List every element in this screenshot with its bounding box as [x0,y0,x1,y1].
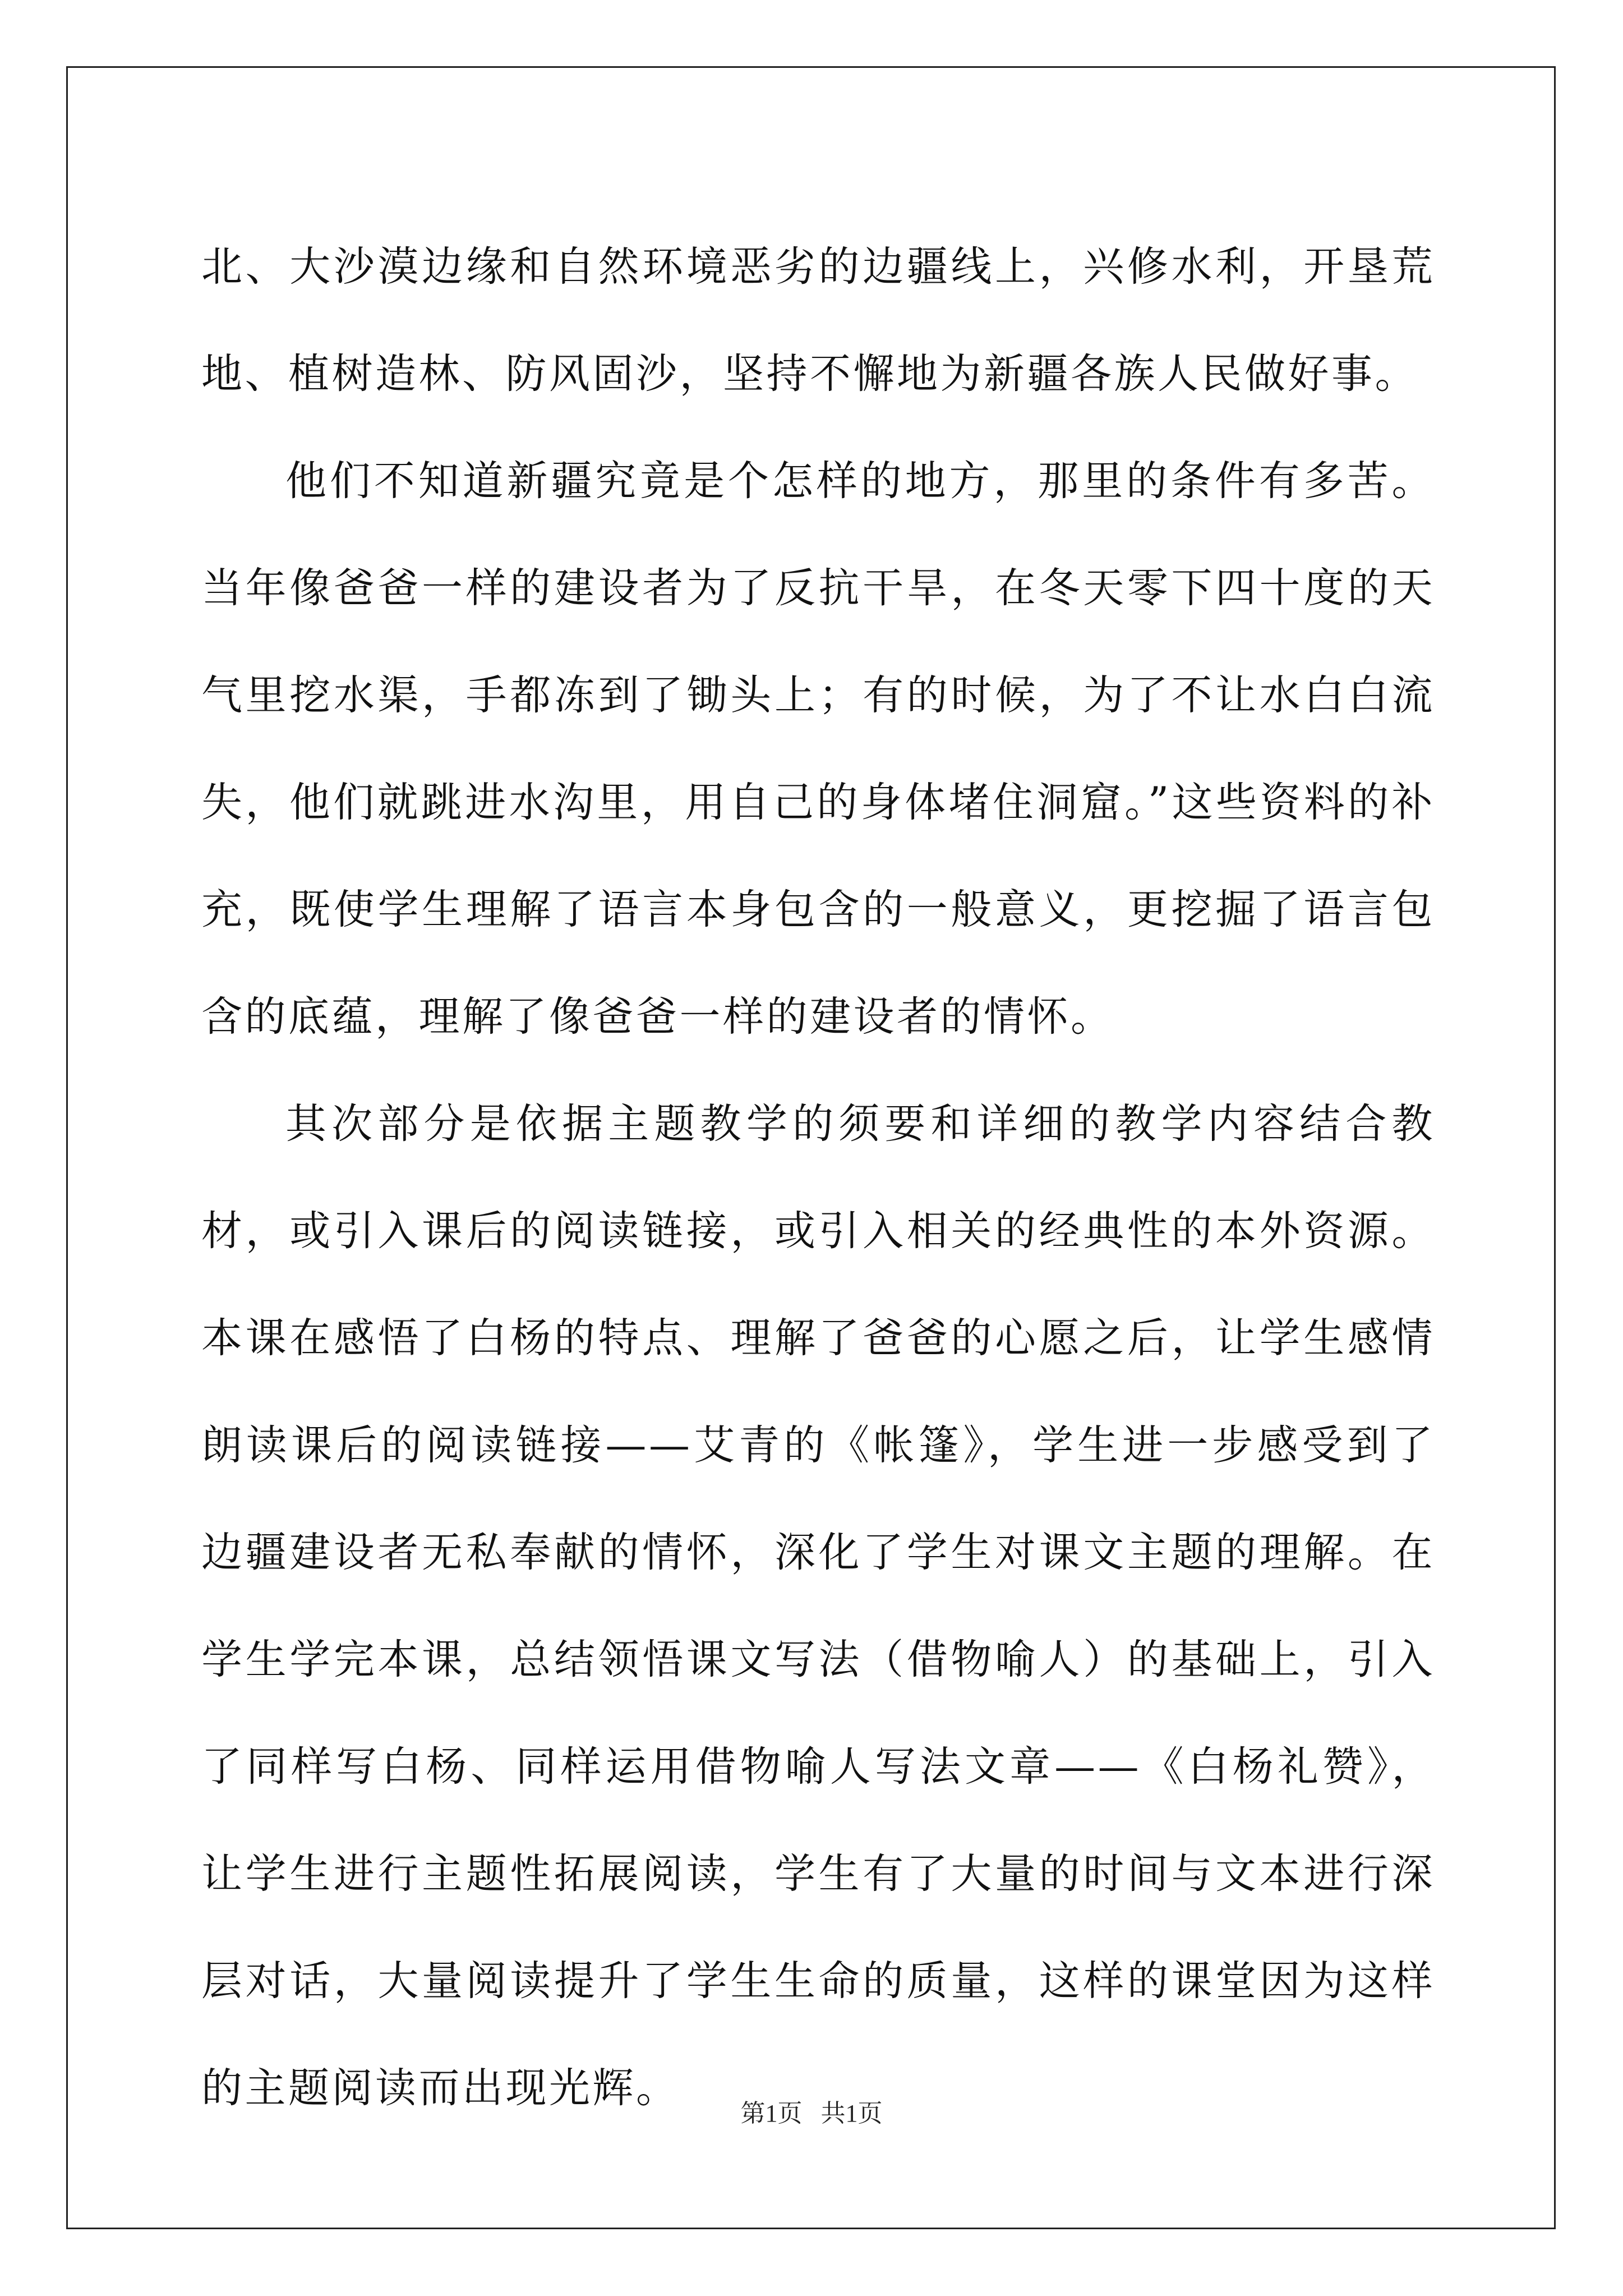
page-footer [0,2097,1623,2131]
page-number: 第1页 [740,2100,803,2127]
paragraph-continuation: 北、大沙漠边缘和自然环境恶劣的边疆线上，兴修水利，开垦荒地、植树造林、防风固沙，坚持不懈地为新疆各族人民做好事。 [201,243,1435,398]
page-total: 共1页 [820,2100,883,2127]
document-body [201,213,1435,2142]
paragraph: 其次部分是依据主题教学的须要和详细的教学内容结合教材，或引入课后的阅读链接，或引入相关的经典性的本外资源。本课在感悟了白杨的特点、理解了爸爸的心愿之后，让学生感情朗读课后的阅读链接——艾青的《帐篷》，学生进一步感受到了边疆建设者无私奉献的情怀，深化了学生对课文主题的理解。在学生学完本课，总结领悟课文写法（借物喻人）的基础上，引入了同样写白杨、同样运用借物喻人写法文章——《白杨礼赞》，让学生进行主题性拓展阅读，学生有了大量的时间与文本进行深层对话，大量阅读提升了学生生命的质量，这样的课堂因为这样的主题阅读而出现光辉。 [201,1100,1435,2112]
paragraph: 他们不知道新疆究竟是个怎样的地方，那里的条件有多苦。当年像爸爸一样的建设者为了反抗干旱，在冬天零下四十度的天气里挖水渠，手都冻到了锄头上；有的时候，为了不让水白白流失，他们就跳进水沟里，用自己的身体堵住洞窟。”这些资料的补充，既使学生理解了语言本身包含的一般意义，更挖掘了语言包含的底蕴，理解了像爸爸一样的建设者的情怀。 [201,457,1435,1041]
